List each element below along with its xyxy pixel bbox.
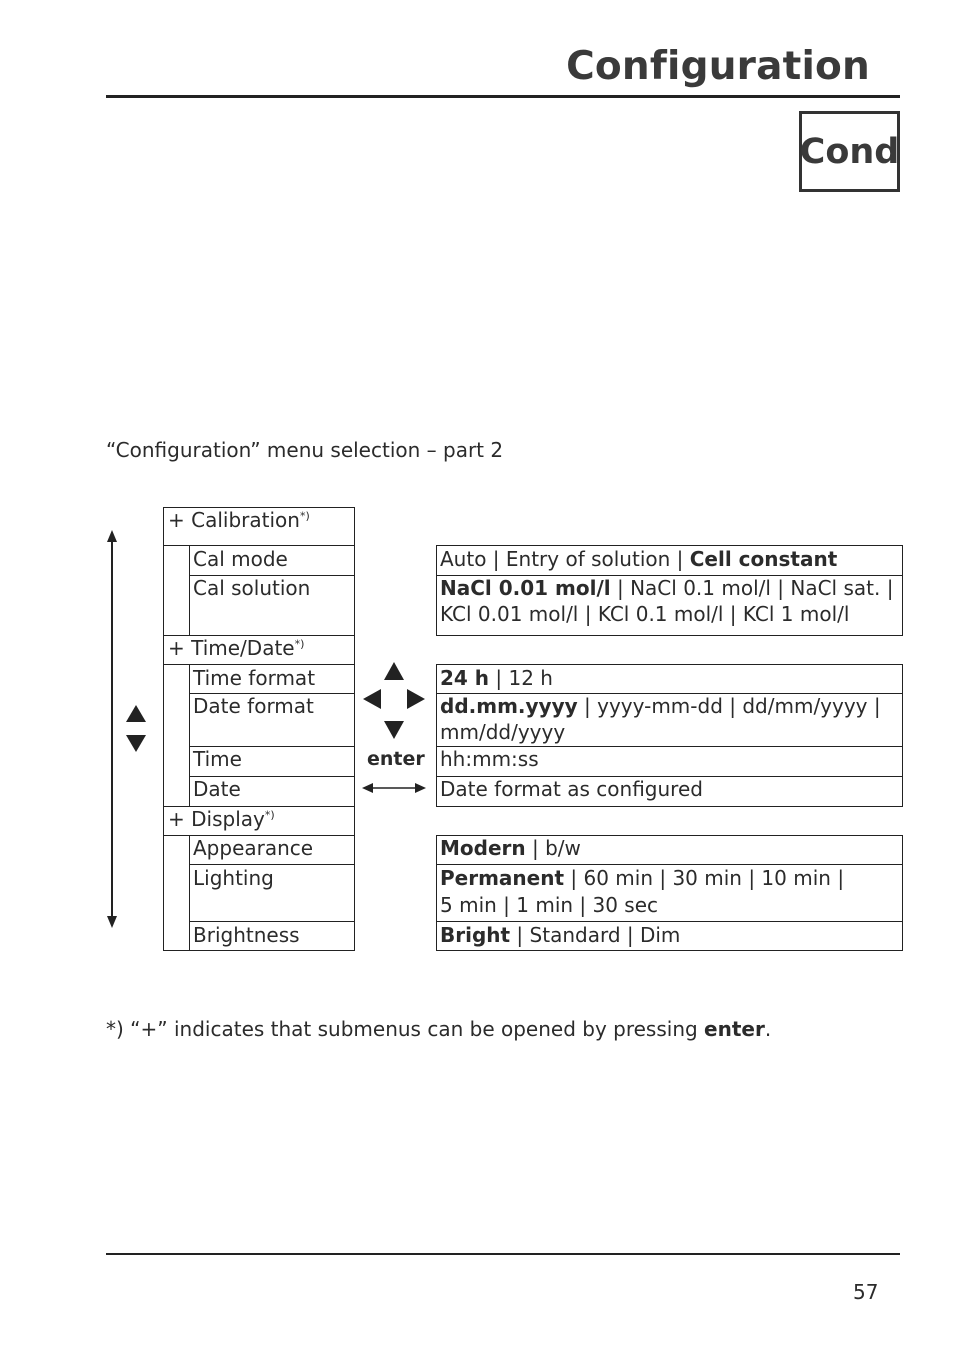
menu-lighting: Lighting — [193, 866, 274, 890]
footer-rule — [106, 1253, 900, 1255]
menu-display-label: + Display — [168, 807, 265, 831]
option-default: dd.mm.yyyy — [440, 694, 578, 718]
footnote — [106, 1017, 771, 1041]
menu-time-date-label: + Time/Date — [168, 636, 295, 660]
footnote-mark: *) — [264, 808, 275, 822]
options-lighting — [440, 866, 844, 890]
menu-cal-solution: Cal solution — [193, 576, 311, 600]
options-time: hh:mm:ss — [440, 747, 539, 771]
options-brightness — [440, 923, 680, 947]
options-lighting-line2: 5 min | 1 min | 30 sec — [440, 893, 659, 917]
options-cal-solution-line2: KCl 0.01 mol/l | KCl 0.1 mol/l | KCl 1 mol/l — [440, 602, 850, 626]
menu-time-date-indent — [163, 664, 190, 807]
option-text: | yyyy-mm-dd | dd/mm/yyyy | — [577, 694, 881, 718]
menu-time: Time — [193, 747, 242, 771]
menu-cal-mode: Cal mode — [193, 547, 288, 571]
options-cal-mode — [440, 547, 837, 571]
up-down-keys-icon — [125, 705, 147, 753]
options-date: Date format as configured — [440, 777, 703, 801]
options-time-format — [440, 666, 553, 690]
menu-date-format: Date format — [193, 694, 314, 718]
options-date-format — [440, 694, 881, 718]
option-default: Modern — [440, 836, 526, 860]
page-title: Configuration — [566, 44, 870, 89]
menu-calibration — [168, 508, 310, 532]
options-cal-solution — [440, 576, 893, 600]
menu-calibration-indent — [163, 545, 190, 636]
menu-display-indent — [163, 835, 190, 951]
option-text: | b/w — [525, 836, 581, 860]
footnote-suffix: . — [764, 1017, 772, 1041]
footnote-mark: *) — [299, 509, 310, 523]
enter-key-label: enter — [367, 748, 425, 770]
double-arrow-icon — [362, 782, 426, 794]
menu-brightness: Brightness — [193, 923, 300, 947]
menu-time-format: Time format — [193, 666, 316, 690]
options-date-format-line2: mm/dd/yyyy — [440, 720, 566, 744]
option-default: Bright — [440, 923, 511, 947]
figure-caption: “Configuration” menu selection – part 2 — [106, 438, 504, 462]
footnote-text: *) “+” indicates that submenus can be opened by pressing — [106, 1017, 705, 1041]
option-text: | Standard | Dim — [510, 923, 681, 947]
option-default: Cell constant — [689, 547, 838, 571]
menu-display — [168, 807, 275, 831]
menu-date: Date — [193, 777, 241, 801]
section-badge: Cond — [799, 111, 900, 192]
option-default: Permanent — [440, 866, 565, 890]
options-appearance — [440, 836, 581, 860]
option-default: 24 h — [440, 666, 490, 690]
option-text: | 12 h — [489, 666, 553, 690]
option-text: | NaCl 0.1 mol/l | NaCl sat. | — [610, 576, 894, 600]
menu-appearance: Appearance — [193, 836, 314, 860]
menu-time-date — [168, 636, 304, 660]
option-text: Auto | Entry of solution | — [440, 547, 690, 571]
vertical-range-arrow-icon — [104, 530, 120, 928]
footnote-enter: enter — [704, 1017, 765, 1041]
header-rule — [106, 95, 900, 98]
arrow-keys-icon — [363, 662, 425, 740]
page-number: 57 — [853, 1280, 879, 1304]
option-default: NaCl 0.01 mol/l — [440, 576, 611, 600]
option-text: | 60 min | 30 min | 10 min | — [564, 866, 845, 890]
menu-calibration-label: + Calibration — [168, 508, 300, 532]
footnote-mark: *) — [294, 637, 305, 651]
